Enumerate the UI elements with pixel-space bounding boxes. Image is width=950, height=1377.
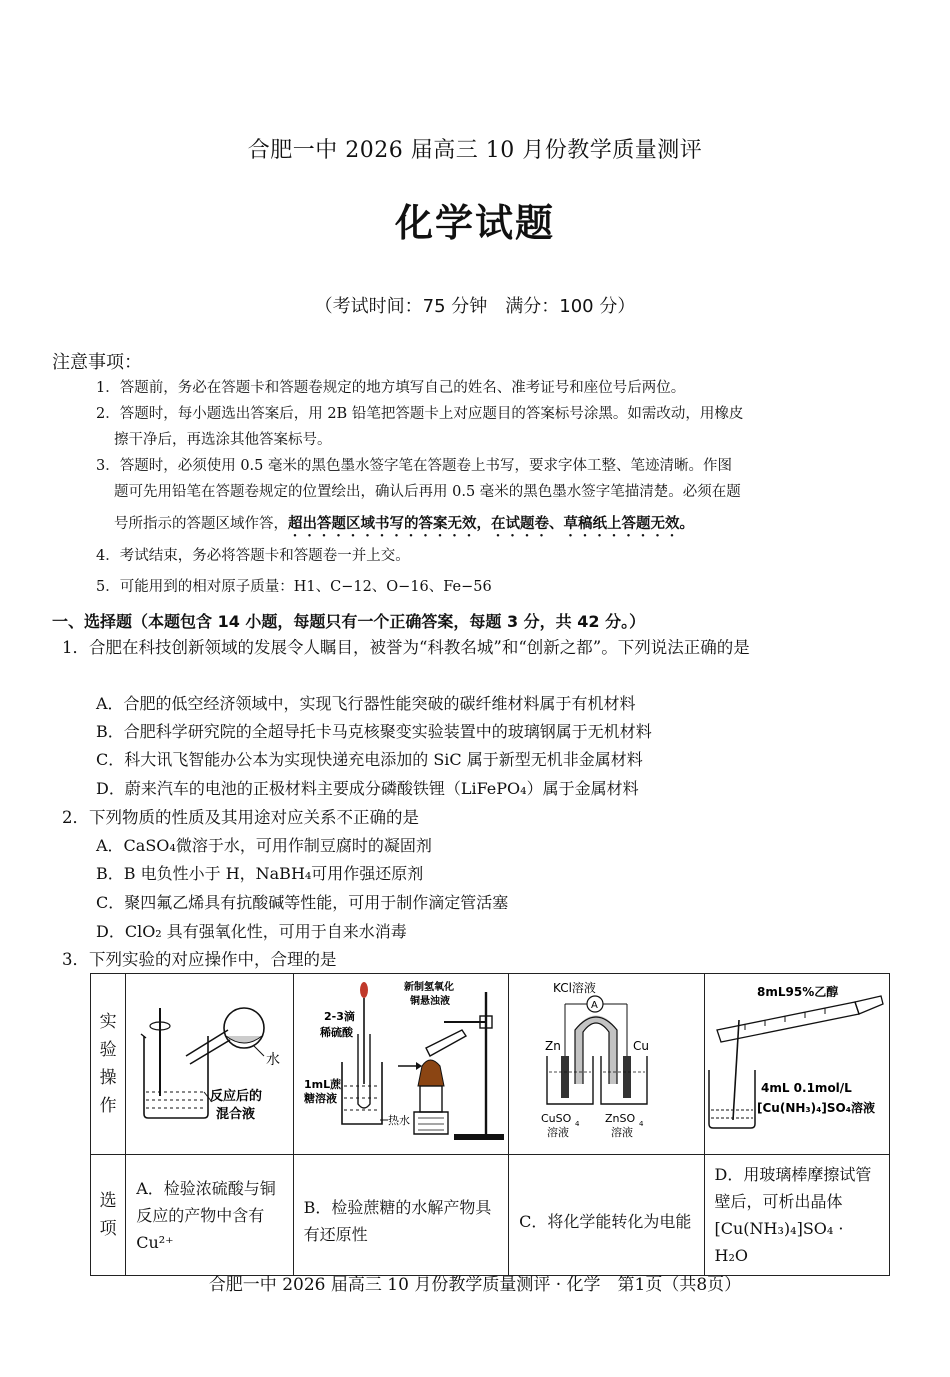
label-znso4-sub: 4 — [639, 1120, 644, 1128]
row-label-char: 操 — [99, 1068, 117, 1088]
label-solution-2: 溶液 — [611, 1126, 634, 1139]
figure-a-cell — [126, 974, 293, 1155]
note-3-cont2 — [114, 511, 694, 540]
label-cu: Cu — [633, 1039, 650, 1053]
q3-stem: 3．下列实验的对应操作中，合理的是 — [62, 950, 337, 969]
figure-a-apparatus — [126, 974, 291, 1150]
row-label-char: 实 — [99, 1012, 117, 1032]
q3-option-b: B．检验蔗糖的水解产物具有还原性 — [293, 1155, 508, 1276]
label-acid-2: 稀硫酸 — [319, 1026, 353, 1039]
q2-option-c: C．聚四氟乙烯具有抗酸碱等性能，可用于制作滴定管活塞 — [96, 893, 509, 912]
label-solution-1: 溶液 — [547, 1126, 570, 1139]
note-1: 1．答题前，务必在答题卡和答题卷规定的地方填写自己的姓名、准考证号和座位号后两位。 — [96, 380, 686, 396]
q2-stem: 2．下列物质的性质及其用途对应关系不正确的是 — [62, 808, 419, 827]
q2-option-a: A．CaSO₄微溶于水，可用作制豆腐时的凝固剂 — [96, 836, 432, 855]
label-complex: [Cu(NH₃)₄]SO₄溶液 — [756, 1101, 875, 1115]
figure-c-cell — [509, 974, 704, 1155]
q1-option-b: B．合肥科学研究院的全超导托卡马克核聚变实验装置中的玻璃钢属于无机材料 — [96, 722, 652, 741]
time-info: （考试时间：75 分钟 满分：100 分） — [314, 296, 636, 317]
label-ethanol: 8mL95%乙醇 — [756, 985, 838, 999]
label-mixture-1: 反应后的 — [210, 1089, 263, 1104]
label-concentration: 4mL 0.1mol/L — [760, 1081, 852, 1095]
label-ammeter: A — [591, 1000, 598, 1011]
page-footer: 合肥一中 2026 届高三 10 月份教学质量测评 · 化学 第1页（共8页） — [208, 1275, 742, 1295]
label-zn: Zn — [545, 1039, 561, 1053]
note-2: 2．答题时，每小题选出答案后，用 2B 铅笔把答题卡上对应题目的答案标号涂黑。如需改动，用橡皮 — [96, 406, 744, 422]
figure-c-apparatus — [509, 974, 702, 1150]
label-znso4: ZnSO — [605, 1112, 636, 1125]
q1-option-d: D．蔚来汽车的电池的正极材料主要成分磷酸铁锂（LiFePO₄）属于金属材料 — [96, 779, 639, 798]
row-label-char: 选 — [99, 1191, 117, 1211]
q1-option-c: C．科大讯飞智能办公本为实现快递充电添加的 SiC 属于新型无机非金属材料 — [96, 750, 643, 769]
figure-d-cell — [704, 974, 889, 1155]
note-2-cont: 擦干净后，再选涂其他答案标号。 — [114, 432, 332, 448]
row-label-operation — [91, 974, 126, 1155]
q3-experiment-table — [90, 973, 890, 1276]
q3-option-a: A．检验浓硫酸与铜反应的产物中含有 Cu²⁺ — [126, 1155, 293, 1276]
label-cuso4: CuSO — [541, 1112, 572, 1125]
note-5: 5．可能用到的相对原子质量：H1、C−12、O−16、Fe−56 — [96, 579, 492, 595]
label-sugar-1: 1mL蔗 — [303, 1078, 341, 1091]
q2-option-d: D．ClO₂ 具有强氧化性，可用于自来水消毒 — [96, 922, 407, 941]
label-mixture-2: 混合液 — [216, 1107, 256, 1122]
figure-d-apparatus — [705, 974, 888, 1150]
subject-title: 化学试题 — [394, 200, 555, 245]
q1-option-a: A．合肥的低空经济领域中，实现飞行器性能突破的碳纤维材料属于有机材料 — [96, 694, 636, 713]
figure-b-cell — [293, 974, 508, 1155]
figure-b-apparatus — [294, 974, 507, 1150]
note-3: 3．答题时，必须使用 0.5 毫米的黑色墨水签字笔在答题卷上书写，要求字体工整、笔迹清晰。作图 — [96, 458, 732, 474]
note-3-cont2-text: 号所指示的答题区域作答， — [114, 516, 288, 532]
row-label-char: 验 — [99, 1040, 117, 1060]
label-cuoh-2: 铜悬浊液 — [409, 996, 450, 1007]
row-label-option — [91, 1155, 126, 1276]
q3-option-c: C．将化学能转化为电能 — [509, 1155, 704, 1276]
q1-stem: 1．合肥在科技创新领域的发展令人瞩目，被誉为“科教名城”和“创新之都”。下列说法正确的是 — [62, 638, 750, 657]
label-kcl: KCl溶液 — [553, 981, 597, 995]
label-water: 水 — [266, 1052, 281, 1068]
row-label-char: 项 — [99, 1219, 117, 1239]
label-cuoh-1: 新制氢氧化 — [403, 982, 454, 993]
section-heading: 一、选择题（本题包含 14 小题，每题只有一个正确答案，每题 3 分，共 42 分。） — [52, 612, 646, 631]
label-hot-water: 热水 — [387, 1114, 410, 1127]
label-acid-1: 2-3滴 — [323, 1010, 355, 1023]
note-4: 4．考试结束，务必将答题卡和答题卷一并上交。 — [96, 548, 410, 564]
note-3-cont: 题可先用铅笔在答题卷规定的位置绘出，确认后再用 0.5 毫米的黑色墨水签字笔描清楚。必须在题 — [114, 484, 741, 500]
q2-option-b: B．B 电负性小于 H，NaBH₄可用作强还原剂 — [96, 864, 424, 883]
q3-option-d: D．用玻璃棒摩擦试管壁后，可析出晶体 [Cu(NH₃)₄]SO₄ · H₂O — [704, 1155, 889, 1276]
label-sugar-2: 糖溶液 — [303, 1092, 337, 1105]
label-cuso4-sub: 4 — [575, 1120, 580, 1128]
exam-title: 合肥一中 2026 届高三 10 月份教学质量测评 — [247, 138, 703, 163]
row-label-char: 作 — [99, 1096, 117, 1116]
notes-heading: 注意事项： — [52, 352, 142, 373]
note-3-emphasis: 超出答题区域书写的答案无效，在试题卷、草稿纸上答题无效。 — [288, 516, 694, 532]
